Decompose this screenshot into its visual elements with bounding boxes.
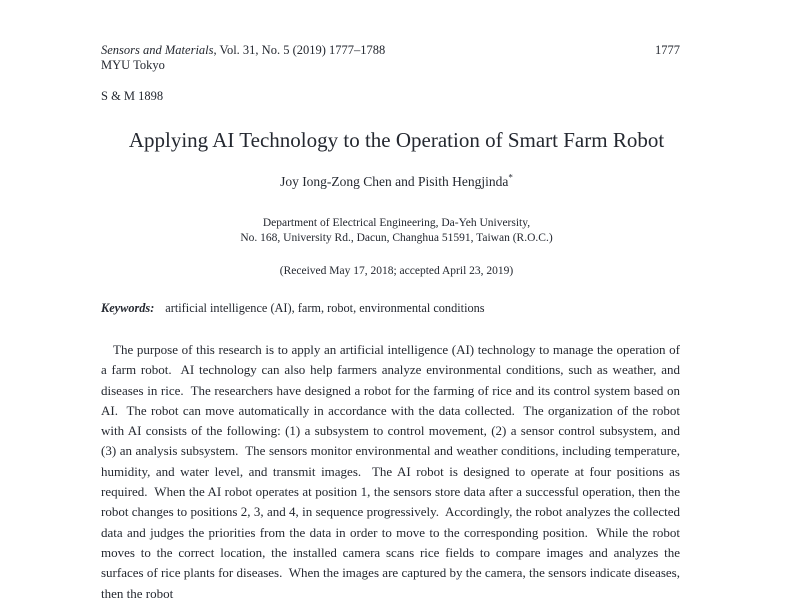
journal-header-row <box>101 43 680 58</box>
authors-line <box>0 173 793 190</box>
keywords-label: Keywords: <box>101 301 155 315</box>
page-number: 1777 <box>655 43 680 57</box>
journal-name: Sensors and Materials <box>101 43 214 57</box>
paper-title: Applying AI Technology to the Operation of Smart Farm Robot <box>128 128 665 152</box>
author-names: Joy Iong-Zong Chen and Pisith Hengjinda <box>280 174 509 189</box>
manuscript-id: S & M 1898 <box>101 89 164 103</box>
journal-reference <box>101 43 385 58</box>
affiliation-line-1: Department of Electrical Engineering, Da-Yeh University, <box>262 217 531 229</box>
affiliation-line-2: No. 168, University Rd., Dacun, Changhua 51591, Taiwan (R.O.C.) <box>240 231 553 244</box>
abstract-paragraph: The purpose of this research is to apply an artificial intelligence (AI) technology to manage the operation of a farm robot. AI technology can also help farmers analyze environmental conditions, such as weather, and diseases in rice. The researchers have designed a robot for the farming of rice and its control system based on AI. The robot can move automatically in accordance with the data collected. The organization of the robot with AI consists of the following: (1) a subsystem to control movement, (2) a sensor control subsystem, and (3) an analysis subsystem. The sensors monitor environmental and weather conditions, including temperature, humidity, and water level, and transmit images. The AI robot is designed to operate at four positions as required. When the AI robot operates at position 1, the sensors store data after a successful operation, then the robot changes to positions 2, 3, and 4, in sequence progressively. Accordingly, the robot analyzes the collected data and judges the priorities from the data in order to move to the corresponding position. While the robot moves to the correct location, the installed camera scans rice fields to compare images and analyzes the surfaces of rice plants for diseases. When the images are captured by the camera, the sensors indicate diseases, then the robot <box>101 342 684 601</box>
corresponding-author-mark: * <box>508 172 513 183</box>
affiliation-block <box>0 216 793 245</box>
keywords-line <box>101 300 680 316</box>
received-accepted-line: (Received May 17, 2018; accepted April 23, 2019) <box>279 265 514 277</box>
journal-issue-info: , Vol. 31, No. 5 (2019) 1777–1788 <box>213 43 386 57</box>
keywords-text: artificial intelligence (AI), farm, robot, environmental conditions <box>165 301 485 315</box>
publisher-line: MYU Tokyo <box>101 58 165 72</box>
